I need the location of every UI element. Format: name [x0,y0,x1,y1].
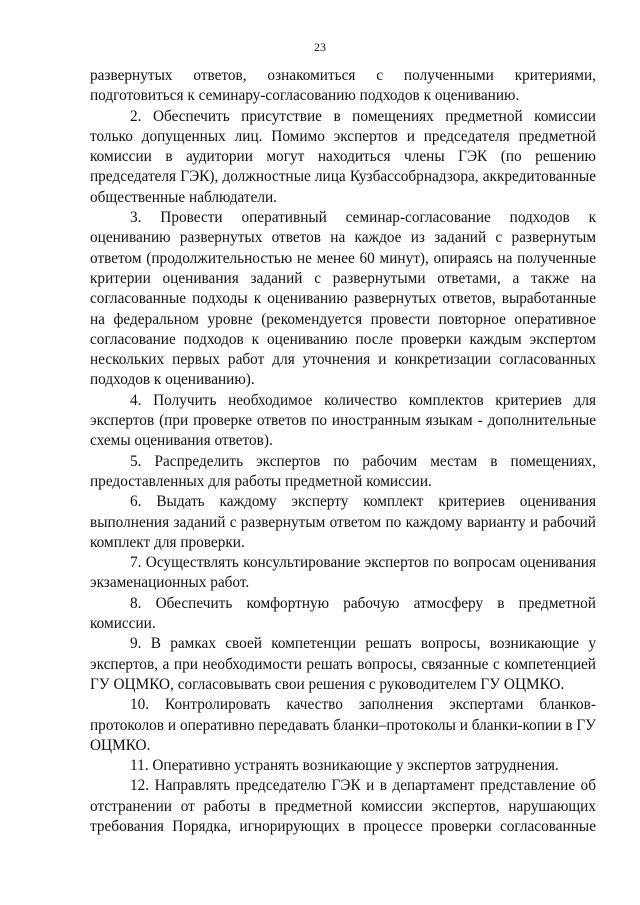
paragraph-item-7: 7. Осуществлять консультирование экспертов по вопросам оценивания экзаменационных работ. [90,554,596,592]
paragraph-item-8: 8. Обеспечить комфортную рабочую атмосферу в предметной комиссии. [90,594,596,633]
paragraph-item-10: 10. Контролировать качество заполнения экспертами бланков-протоколов и оперативно передавать бланки–протоколы и бланки-копии в ГУ ОЦМКО. [90,696,596,754]
paragraph-item-12: 12. Направлять председателю ГЭК и в департамент представление об отстранении от работы в предметной комиссии экспертов, нарушающих требования Порядка, игнорирующих в процессе проверки согласованные [90,777,596,835]
paragraph-item-9: 9. В рамках своей компетенции решать вопросы, возникающие у экспертов, а при необходимости решать вопросы, связанные с компетенцией ГУ ОЦМКО, согласовывать свои решения с руководителем ГУ ОЦМКО. [90,635,596,693]
paragraph-item-3: 3. Провести оперативный семинар-согласование подходов к оцениванию развернутых ответов на каждое из заданий с развернутым ответом (продолжительностью не менее 60 минут), опираясь на полученные критерии оценивания заданий с развернутыми ответами, а также на согласованные подходы к оцениванию развернутых ответов, выработанные на федеральном уровне (рекомендуется провести повторное оперативное согласование подходов к оцениванию после проверки каждым экспертом нескольких первых работ для уточнения и конкретизации согласованных подходов к оцениванию). [90,209,596,389]
paragraph-item-4: 4. Получить необходимое количество комплектов критериев для экспертов (при проверке ответов по иностранным языкам - дополнительные схемы оценивания ответов). [90,391,596,450]
paragraph-continuation: развернутых ответов, ознакомиться с полученными критериями, подготовиться к семинару-согласованию подходов к оцениванию. [90,67,596,105]
document-body [90,66,596,837]
paragraph-item-2: 2. Обеспечить присутствие в помещениях предметной комиссии только допущенных лиц. Помимо экспертов и председателя предметной комиссии в аудитории могут находиться члены ГЭК (по решению председателя ГЭК), должностные лица Кузбассобрнадзора, аккредитованные общественные наблюдатели. [90,107,596,206]
page-number: 23 [314,40,326,54]
paragraph-item-11: 11. Оперативно устранять возникающие у экспертов затруднения. [130,757,559,775]
paragraph-item-6: 6. Выдать каждому эксперту комплект критериев оценивания выполнения заданий с развернутым ответом по каждому варианту и рабочий комплект для проверки. [90,493,596,551]
paragraph-item-5: 5. Распределить экспертов по рабочим местам в помещениях, предоставленных для работы предметной комиссии. [90,452,596,490]
